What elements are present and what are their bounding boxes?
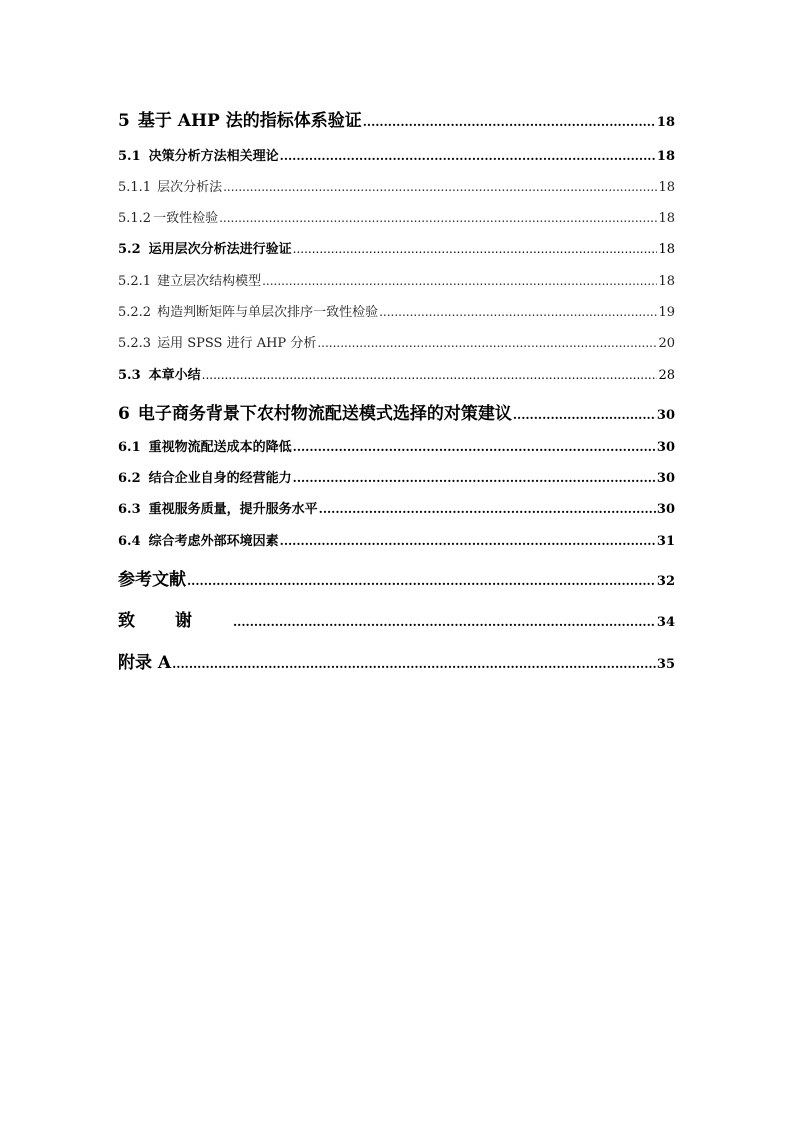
toc-entry-references[interactable] (118, 565, 675, 590)
toc-dot-leader (280, 150, 656, 162)
toc-entry-5-1-1[interactable] (118, 176, 675, 195)
toc-entry-6-4[interactable] (118, 530, 675, 549)
toc-entry-page: 32 (656, 574, 675, 589)
toc-entry-title: 层次分析法 (157, 180, 223, 195)
toc-dot-leader (187, 575, 656, 587)
toc-entry-page: 18 (656, 149, 675, 164)
toc-entry-page: 34 (656, 615, 675, 630)
toc-entry-title: 运用层次分析法进行验证 (148, 242, 292, 257)
toc-entry-page: 18 (658, 211, 675, 226)
toc-entry-number: 5.1.2 (118, 211, 152, 226)
toc-dot-leader (223, 181, 657, 193)
toc-entry-5-3[interactable] (118, 364, 675, 383)
toc-entry-number: 5.2.2 (118, 305, 152, 320)
toc-entry-appendix-a[interactable] (118, 648, 675, 673)
toc-entry-6-2[interactable] (118, 467, 675, 486)
toc-entry-5-1-2[interactable] (118, 207, 675, 226)
toc-dot-leader (233, 616, 656, 628)
toc-entry-page: 28 (658, 368, 675, 383)
toc-entry-number: 5.2 (118, 242, 141, 257)
toc-dot-leader (219, 212, 657, 224)
toc-entry-page: 35 (656, 657, 675, 672)
toc-entry-number: 5.1.1 (118, 180, 152, 195)
toc-entry-title: 决策分析方法相关理论 (148, 149, 279, 164)
toc-entry-title: 本章小结 (148, 368, 201, 383)
toc-dot-leader (293, 472, 656, 484)
toc-entry-6-1[interactable] (118, 436, 675, 455)
toc-entry-number: 5.2.3 (118, 336, 152, 351)
toc-dot-leader (293, 243, 658, 255)
toc-dot-leader (317, 337, 657, 349)
toc-entry-title: 运用 SPSS 进行 AHP 分析 (157, 336, 317, 351)
toc-dot-leader (319, 503, 656, 515)
toc-entry-page: 30 (656, 471, 675, 486)
toc-entry-title: 附录 A (118, 653, 172, 673)
toc-entry-5-2[interactable] (118, 238, 675, 257)
toc-entry-5-2-3[interactable] (118, 332, 675, 351)
toc-entry-acknowledgements[interactable] (118, 606, 675, 631)
toc-entry-title: 致谢 (118, 611, 232, 631)
toc-entry-5-2-2[interactable] (118, 301, 675, 320)
toc-entry-title: 重视服务质量，提升服务水平 (148, 502, 318, 517)
toc-entry-number: 6 (118, 404, 130, 424)
toc-entry-title: 重视物流配送成本的降低 (148, 440, 292, 455)
toc-entry-title: 建立层次结构模型 (157, 274, 262, 289)
toc-dot-leader (293, 441, 656, 453)
toc-entry-title: 构造判断矩阵与单层次排序一致性检验 (157, 305, 379, 320)
toc-entry-title: 基于 AHP 法的指标体系验证 (137, 111, 362, 131)
toc-entry-page: 30 (656, 440, 675, 455)
toc-entry-number: 6.3 (118, 502, 141, 517)
toc-entry-page: 20 (658, 336, 675, 351)
toc-entry-title: 电子商务背景下农村物流配送模式选择的对策建议 (137, 404, 512, 424)
toc-entry-page: 19 (658, 305, 675, 320)
toc-entry-6-3[interactable] (118, 498, 675, 517)
toc-dot-leader (363, 116, 656, 128)
toc-entry-5-1[interactable] (118, 145, 675, 164)
toc-entry-page: 18 (658, 274, 675, 289)
toc-entry-number: 6.4 (118, 534, 141, 549)
toc-entry-page: 18 (656, 115, 675, 130)
toc-entry-page: 18 (658, 180, 675, 195)
toc-entry-title: 综合考虑外部环境因素 (148, 534, 279, 549)
toc-entry-page: 30 (656, 502, 675, 517)
toc-dot-leader (513, 409, 656, 421)
toc-dot-leader (172, 658, 656, 670)
toc-entry-page: 30 (656, 408, 675, 423)
toc-dot-leader (379, 306, 657, 318)
toc-dot-leader (202, 369, 658, 381)
toc-entry-title: 参考文献 (118, 570, 186, 590)
toc-entry-number: 5 (118, 111, 130, 131)
toc-entry-number: 5.3 (118, 368, 141, 383)
toc-dot-leader (280, 535, 656, 547)
toc-entry-5-2-1[interactable] (118, 270, 675, 289)
toc-entry-number: 5.1 (118, 149, 141, 164)
toc-entry-page: 18 (658, 242, 675, 257)
toc-entry-number: 6.1 (118, 440, 141, 455)
toc-dot-leader (262, 275, 657, 287)
toc-entry-title: 一致性检验 (153, 211, 219, 226)
toc-entry-number: 6.2 (118, 471, 141, 486)
toc-entry-page: 31 (656, 534, 675, 549)
toc-entry-title: 结合企业自身的经营能力 (148, 471, 292, 486)
toc-entry-5[interactable] (118, 106, 675, 131)
toc-entry-number: 5.2.1 (118, 274, 152, 289)
toc-entry-6[interactable] (118, 399, 675, 424)
